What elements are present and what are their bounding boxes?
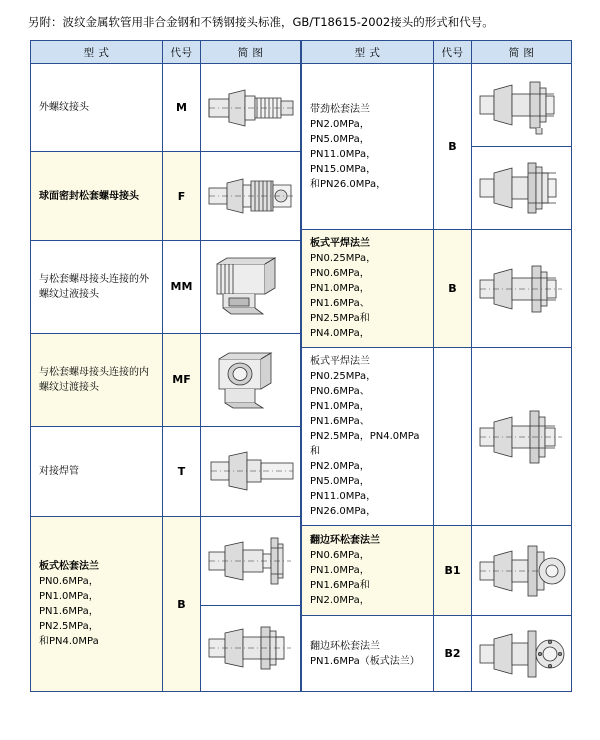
code-cell: B2 <box>434 616 472 692</box>
code-cell <box>434 348 472 526</box>
type-line: PN11.0MPa，PN26.0MPa， <box>310 491 377 517</box>
type-title: 板式平焊法兰 <box>310 238 370 249</box>
type-title: 板式松套法兰 <box>39 561 99 573</box>
type-title: 板式平焊法兰 <box>310 356 370 367</box>
code-cell: B1 <box>434 526 472 616</box>
type-title: 带劲松套法兰 <box>310 103 370 115</box>
figure-cell <box>201 605 301 691</box>
figure-cell <box>201 333 301 426</box>
male-thread-fitting-figure <box>201 77 300 139</box>
figure-cell <box>201 152 301 240</box>
lap-joint-flange-figure <box>472 533 571 609</box>
figure-cell <box>201 240 301 333</box>
figure-cell <box>472 348 572 526</box>
type-cell <box>302 526 434 616</box>
type-line: PN0.6MPa，PN1.0MPa， <box>310 550 370 576</box>
type-title: 翻边环松套法兰 <box>310 640 380 652</box>
table-row <box>302 230 572 348</box>
code-cell: MM <box>163 240 201 333</box>
type-cell <box>302 616 434 692</box>
header-figure: 简 图 <box>201 41 301 64</box>
type-cell <box>302 230 434 348</box>
type-line: PN1.0MPa，PN1.6MPa、 <box>310 401 370 427</box>
figure-cell <box>472 147 572 230</box>
internal-thread-transition-figure <box>201 347 300 413</box>
spherical-seal-union-nut-figure <box>201 165 300 227</box>
header-code: 代号 <box>434 41 472 64</box>
figure-cell <box>472 616 572 692</box>
type-cell <box>302 348 434 526</box>
code-cell: MF <box>163 333 201 426</box>
type-line: PN1.6MPa（板式法兰） <box>310 655 420 667</box>
code-cell: B <box>434 64 472 230</box>
table-row <box>302 64 572 147</box>
table-row <box>31 64 301 152</box>
table-row <box>31 426 301 517</box>
table-header-row <box>302 41 572 64</box>
table-row <box>31 517 301 605</box>
right-fitting-table <box>301 40 572 692</box>
code-cell: B <box>163 517 201 692</box>
figure-cell <box>201 64 301 152</box>
type-line: PN0.6MPa，PN1.0MPa， <box>39 576 99 603</box>
type-cell: 与松套螺母接头连接的外螺纹过液接头 <box>31 240 163 333</box>
type-line: PN11.0MPa，PN15.0MPa， <box>310 148 377 175</box>
header-type: 型 式 <box>302 41 434 64</box>
type-cell: 对接焊管 <box>31 426 163 517</box>
ribbed-loose-flange-figure <box>472 70 571 140</box>
butt-weld-pipe-figure <box>201 440 300 504</box>
table-row <box>31 240 301 333</box>
tables-container <box>30 40 570 692</box>
code-cell: B <box>434 230 472 348</box>
type-line: PN2.5MPa和PN4.0MPa， <box>310 313 370 339</box>
type-title: 翻边环松套法兰 <box>310 535 380 546</box>
plate-loose-flange-figure <box>201 530 300 592</box>
type-line: PN0.25MPa，PN0.6MPa、 <box>310 371 377 397</box>
left-fitting-table <box>30 40 301 692</box>
type-line: PN2.0MPa，PN5.0MPa， <box>310 461 370 487</box>
type-line: PN1.0MPa，PN1.6MPa、 <box>310 283 370 309</box>
table-header-row <box>31 41 301 64</box>
type-cell: 球面密封松套螺母接头 <box>31 152 163 240</box>
figure-cell <box>201 517 301 605</box>
figure-cell <box>201 426 301 517</box>
lap-joint-flange-b2-figure <box>472 622 571 686</box>
header-figure: 简 图 <box>472 41 572 64</box>
type-line: PN2.5MPa，PN4.0MPa 和 <box>310 431 420 457</box>
table-row <box>302 348 572 526</box>
plate-loose-flange-figure-2 <box>201 617 300 679</box>
table-row <box>302 526 572 616</box>
code-cell: M <box>163 64 201 152</box>
type-line: 和PN4.0MPa <box>39 636 99 648</box>
header-code: 代号 <box>163 41 201 64</box>
table-row <box>302 616 572 692</box>
type-line: 和PN26.0MPa， <box>310 178 387 190</box>
table-row <box>31 152 301 240</box>
figure-cell <box>472 230 572 348</box>
table-row <box>31 333 301 426</box>
type-line: PN2.0MPa，PN5.0MPa， <box>310 118 370 145</box>
type-cell: 外螺纹接头 <box>31 64 163 152</box>
page-title: 另附：波纹金属软管用非合金钢和不锈钢接头标准，GB/T18615-2002接头的形式和代号。 <box>28 15 494 29</box>
plate-flat-weld-flange-figure-2 <box>472 395 571 479</box>
type-line: PN1.6MPa和PN2.0MPa， <box>310 580 370 606</box>
code-cell: F <box>163 152 201 240</box>
type-line: PN1.6MPa，PN2.5MPa， <box>39 606 99 633</box>
external-thread-transition-figure <box>201 254 300 320</box>
header-type: 型 式 <box>31 41 163 64</box>
type-line: PN0.25MPa，PN0.6MPa， <box>310 253 377 279</box>
figure-cell <box>472 526 572 616</box>
code-cell: T <box>163 426 201 517</box>
type-cell <box>302 64 434 230</box>
figure-cell <box>472 64 572 147</box>
type-cell: 与松套螺母接头连接的内螺纹过渡接头 <box>31 333 163 426</box>
type-cell <box>31 517 163 692</box>
ribbed-loose-flange-figure-2 <box>472 153 571 223</box>
plate-flat-weld-flange-figure <box>472 255 571 323</box>
